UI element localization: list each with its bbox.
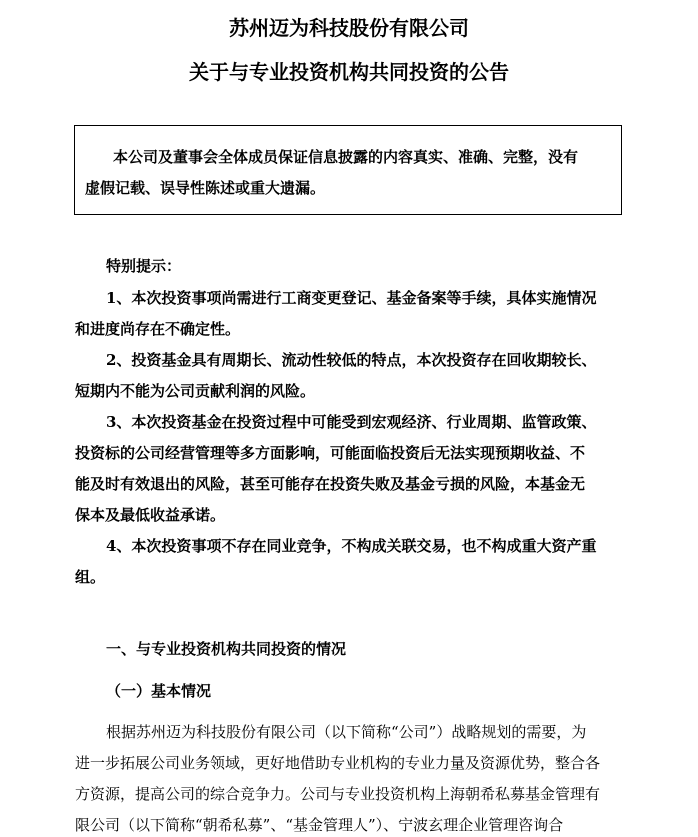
disclaimer-line-2: 虚假记载、误导性陈述或重大遗漏。 — [85, 179, 326, 197]
tip-3-line-4: 保本及最低收益承诺。 — [75, 506, 226, 524]
basic-info-paragraph-line-4: 限公司（以下简称“朝希私募”、“基金管理人”）、宁波玄理企业管理咨询合 — [75, 816, 564, 834]
tip-2-line-1: 2、投资基金具有周期长、流动性较低的特点，本次投资存在回收期较长、 — [106, 351, 597, 369]
section-1-heading: 一、与专业投资机构共同投资的情况 — [106, 640, 347, 658]
special-tips-heading: 特别提示： — [106, 257, 182, 275]
tip-3-line-3: 能及时有效退出的风险，甚至可能存在投资失败及基金亏损的风险，本基金无 — [75, 475, 586, 493]
tip-4-line-2: 组。 — [75, 568, 106, 586]
basic-info-paragraph-line-1: 根据苏州迈为科技股份有限公司（以下简称“公司”）战略规划的需要，为 — [106, 723, 587, 741]
tip-1-line-2: 和进度尚存在不确定性。 — [75, 320, 241, 338]
basic-info-paragraph-line-3: 方资源，提高公司的综合竞争力。公司与专业投资机构上海朝希私募基金管理有 — [75, 785, 601, 803]
company-name: 苏州迈为科技股份有限公司 — [229, 16, 469, 40]
basic-info-paragraph-line-2: 进一步拓展公司业务领域，更好地借助专业机构的专业力量及资源优势，整合各 — [75, 754, 601, 772]
section-1-subheading: （一）基本情况 — [106, 682, 212, 700]
tip-1-line-1: 1、本次投资事项尚需进行工商变更登记、基金备案等手续，具体实施情况 — [106, 289, 597, 307]
disclaimer-box — [74, 125, 622, 215]
tip-3-line-2: 投资标的公司经营管理等多方面影响，可能面临投资后无法实现预期收益、不 — [75, 444, 586, 462]
tip-4-line-1: 4、本次投资事项不存在同业竞争，不构成关联交易，也不构成重大资产重 — [106, 537, 597, 555]
tip-3-line-1: 3、本次投资基金在投资过程中可能受到宏观经济、行业周期、监管政策、 — [106, 413, 597, 431]
disclaimer-line-1: 本公司及董事会全体成员保证信息披露的内容真实、准确、完整，没有 — [113, 148, 579, 166]
tip-2-line-2: 短期内不能为公司贡献利润的风险。 — [75, 382, 316, 400]
announcement-title: 关于与专业投资机构共同投资的公告 — [189, 60, 509, 84]
